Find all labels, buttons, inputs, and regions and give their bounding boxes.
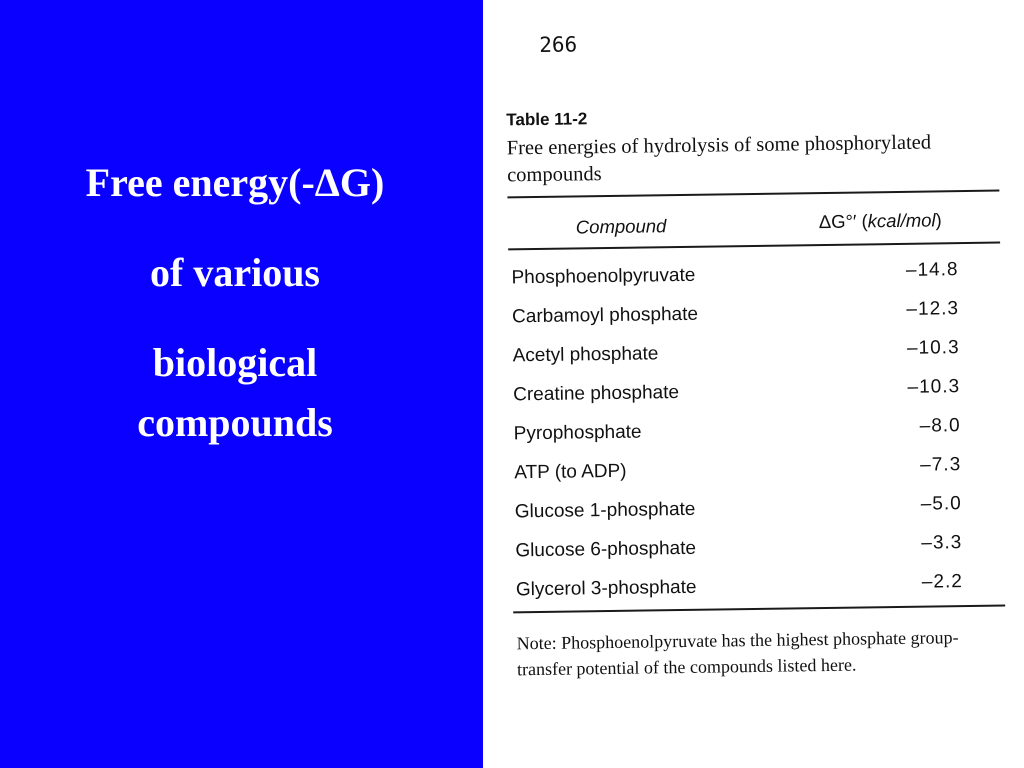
- delta-g-value: –7.3: [920, 454, 962, 476]
- energy-symbol: ΔG°′ (: [818, 210, 868, 233]
- energy-close: ): [935, 209, 942, 231]
- scanned-table-panel: [483, 0, 1024, 768]
- delta-g-value: –10.3: [907, 376, 961, 398]
- compound-name: Glucose 1-phosphate: [514, 498, 696, 523]
- page-number: 266: [539, 32, 578, 57]
- compound-name: Acetyl phosphate: [512, 343, 659, 367]
- delta-g-value: –2.2: [921, 571, 963, 593]
- compound-name: Phosphoenolpyruvate: [511, 264, 696, 289]
- slide-title-line-1: Free energy(-ΔG): [85, 160, 385, 205]
- slide-title-line-2: of various: [150, 250, 320, 295]
- scanned-page: [478, 0, 1024, 768]
- delta-g-value: –14.8: [905, 259, 959, 281]
- compound-name: Glycerol 3-phosphate: [515, 576, 697, 601]
- column-header-compound: Compound: [575, 215, 667, 238]
- energy-unit: kcal/mol: [867, 209, 936, 232]
- table-note: Note: Phosphoenolpyruvate has the highest phosphate group-transfer potential of the compounds listed here.: [516, 627, 959, 680]
- delta-g-value: –3.3: [921, 532, 963, 554]
- compound-name: Pyrophosphate: [513, 421, 642, 445]
- compound-name: ATP (to ADP): [514, 460, 627, 484]
- delta-g-value: –8.0: [919, 415, 961, 437]
- table-caption: Free energies of hydrolysis of some phosphorylated compounds: [506, 131, 932, 187]
- table-top-rule: [507, 190, 999, 199]
- delta-g-value: –10.3: [906, 337, 960, 359]
- compound-name: Creatine phosphate: [513, 382, 680, 406]
- compound-name: Glucose 6-phosphate: [515, 537, 697, 562]
- column-header-energy: [819, 209, 942, 233]
- table-label: Table 11-2: [506, 109, 588, 130]
- title-panel: [0, 0, 483, 768]
- slide-title-line-4: compounds: [137, 400, 333, 445]
- table-bottom-rule: [513, 605, 1005, 614]
- slide-title-line-3: biological: [152, 340, 318, 385]
- delta-g-value: –12.3: [906, 298, 960, 320]
- delta-g-value: –5.0: [920, 493, 962, 515]
- compound-name: Carbamoyl phosphate: [511, 303, 699, 328]
- table-header-rule: [508, 242, 1000, 251]
